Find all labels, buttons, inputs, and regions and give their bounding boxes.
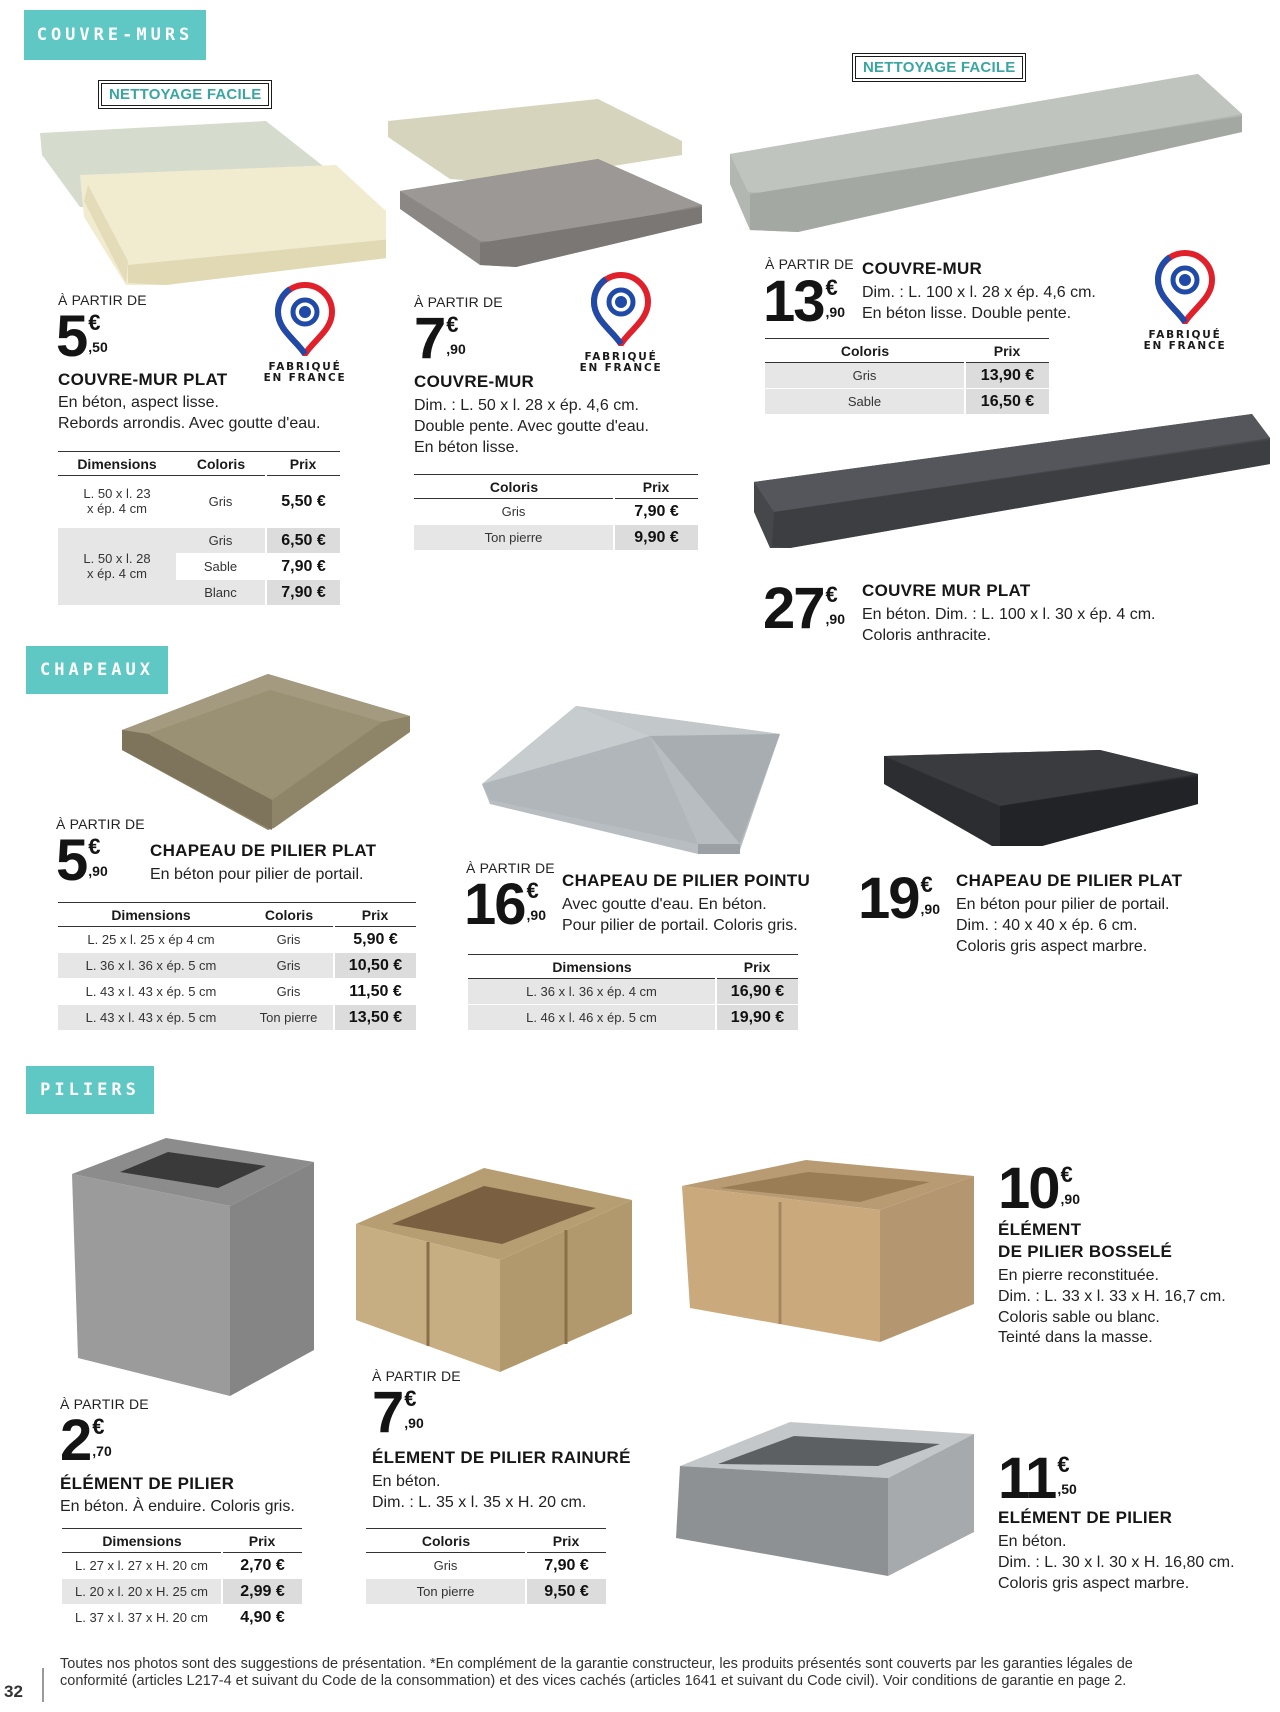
- table-row: Sable 7,90 €: [58, 554, 340, 580]
- product-description: En béton. Dim. : L. 30 x l. 30 x H. 16,80 cm. Coloris gris aspect marbre.: [998, 1533, 1235, 1592]
- currency-symbol: €: [446, 312, 459, 337]
- chapeau-pilier-pointu-image: [480, 704, 784, 854]
- product-description: Dim. : L. 50 x l. 28 x ép. 4,6 cm. Double pente. Avec goutte d'eau. En béton lisse.: [414, 397, 649, 456]
- price-element-bossele: [998, 1156, 1080, 1221]
- price-cents: ,70: [92, 1443, 112, 1459]
- table-row: L. 27 x l. 27 x H. 20 cm 2,70 €: [62, 1553, 302, 1579]
- table-row: L. 25 x l. 25 x ép 4 cm Gris 5,90 €: [58, 927, 416, 953]
- currency-symbol: €: [526, 878, 539, 903]
- fabrique-en-france-logo: FABRIQUÉ EN FRANCE: [578, 268, 664, 374]
- price-integer: 13: [763, 269, 824, 334]
- section-tag-chapeaux: CHAPEAUX: [26, 646, 168, 694]
- footer-legal-text: Toutes nos photos sont des suggestions de présentation. *En complément de la garantie constructeur, les produits présentés sont couverts par les garanties légales de conformité (articles L217-4 et suivant du Code de la consommation) et des vices cachés (articles 1641 et suivant du Code civil). Voir conditions de garantie en page 2.: [60, 1656, 1133, 1689]
- product-description: En béton pour pilier de portail.: [150, 866, 364, 883]
- a-partir-de-label: À PARTIR DE: [372, 1368, 461, 1384]
- product-description: En béton. À enduire. Coloris gris.: [60, 1498, 295, 1515]
- product-title: COUVRE-MUR PLAT: [58, 370, 228, 389]
- price-integer: 7: [372, 1380, 403, 1445]
- price-table-couvre-mur-plat: [58, 451, 340, 606]
- table-row: Gris 7,90 €: [366, 1553, 606, 1579]
- table-row: Blanc 7,90 €: [58, 580, 340, 606]
- location-pin-flag-icon: [1148, 246, 1222, 324]
- currency-symbol: €: [1057, 1452, 1070, 1477]
- couvre-mur-plat-image: [36, 115, 386, 290]
- product-description: En béton, aspect lisse. Rebords arrondis. Avec goutte d'eau.: [58, 394, 321, 432]
- table-row: L. 37 x l. 37 x H. 20 cm 4,90 €: [62, 1605, 302, 1631]
- product-title: CHAPEAU DE PILIER PLAT: [150, 841, 377, 860]
- price-element-rainure: [372, 1380, 424, 1445]
- product-description: En béton. Dim. : L. 35 x l. 35 x H. 20 cm.: [372, 1473, 587, 1511]
- price-integer: 10: [998, 1156, 1059, 1221]
- product-description: Dim. : L. 100 x l. 28 x ép. 4,6 cm. En béton lisse. Double pente.: [862, 284, 1096, 322]
- price-chapeau-plat: [56, 828, 108, 893]
- table-row: L. 50 x l. 28 x ép. 4 cm Gris 6,50 €: [58, 528, 340, 554]
- table-row: L. 36 x l. 36 x ép. 4 cm 16,90 €: [468, 979, 798, 1005]
- table-row: L. 43 x l. 43 x ép. 5 cm Ton pierre 13,50 €: [58, 1005, 416, 1031]
- price-element-pilier: [60, 1408, 112, 1473]
- price-table-chapeau-plat: [58, 902, 416, 1031]
- location-pin-flag-icon: [268, 278, 342, 356]
- couvre-mur-plat-anthracite-image: [752, 412, 1272, 552]
- nettoyage-facile-badge: NETTOYAGE FACILE: [852, 53, 1026, 82]
- table-row: L. 46 x l. 46 x ép. 5 cm 19,90 €: [468, 1005, 798, 1031]
- price-integer: 7: [414, 306, 445, 371]
- a-partir-de-label: À PARTIR DE: [58, 292, 147, 308]
- chapeau-pilier-plat-marbre-image: [882, 748, 1202, 850]
- currency-symbol: €: [920, 872, 933, 897]
- footer-divider: [42, 1668, 44, 1702]
- price-table-element-pilier: [62, 1528, 302, 1631]
- a-partir-de-label: À PARTIR DE: [60, 1396, 149, 1412]
- product-description: Avec goutte d'eau. En béton. Pour pilier de portail. Coloris gris.: [562, 896, 798, 934]
- product-title: ÉLÉMENT: [998, 1220, 1082, 1239]
- price-cents: ,50: [88, 339, 108, 355]
- table-header-row: Coloris Prix: [366, 1529, 606, 1553]
- nettoyage-facile-badge: NETTOYAGE FACILE: [98, 80, 272, 109]
- price-integer: 19: [858, 866, 919, 931]
- price-couvre-mur-long: [763, 269, 845, 334]
- product-title: CHAPEAU DE PILIER POINTU: [562, 871, 811, 890]
- product-title: COUVRE-MUR: [862, 259, 983, 278]
- currency-symbol: €: [825, 275, 838, 300]
- fabrique-en-france-logo: FABRIQUÉ EN FRANCE: [1140, 246, 1230, 352]
- table-row: L. 20 x l. 20 x H. 25 cm 2,99 €: [62, 1579, 302, 1605]
- couvre-mur-image: [386, 95, 706, 270]
- price-integer: 16: [464, 872, 525, 937]
- price-cents: ,90: [825, 304, 845, 320]
- table-row: Gris 13,90 €: [765, 363, 1049, 389]
- element-pilier-gris-image: [70, 1136, 316, 1398]
- price-cents: ,90: [526, 907, 546, 923]
- table-header-row: Dimensions Prix: [62, 1529, 302, 1553]
- price-table-couvre-mur: [414, 474, 698, 551]
- currency-symbol: €: [88, 310, 101, 335]
- currency-symbol: €: [404, 1386, 417, 1411]
- table-row: Sable 16,50 €: [765, 389, 1049, 415]
- price-integer: 27: [763, 576, 824, 641]
- product-description: En pierre reconstituée. Dim. : L. 33 x l. 33 x H. 16,7 cm. Coloris sable ou blanc. Teinté dans la masse.: [998, 1267, 1226, 1347]
- price-table-element-rainure: [366, 1528, 606, 1605]
- element-pilier-marbre-image: [672, 1420, 976, 1578]
- price-element-marbre: [998, 1446, 1077, 1511]
- price-integer: 5: [56, 828, 87, 893]
- location-pin-flag-icon: [584, 268, 658, 346]
- fabrique-en-france-logo: FABRIQUÉ EN FRANCE: [262, 278, 348, 384]
- product-title: ÉLEMENT DE PILIER RAINURÉ: [372, 1448, 631, 1467]
- chapeau-pilier-plat-image: [120, 672, 412, 832]
- product-description: En béton. Dim. : L. 100 x l. 30 x ép. 4 cm. Coloris anthracite.: [862, 606, 1156, 644]
- element-pilier-bossele-image: [680, 1158, 976, 1344]
- section-tag-piliers: PILIERS: [26, 1066, 154, 1114]
- price-couvre-mur-plat-anthracite: [763, 576, 845, 641]
- a-partir-de-label: À PARTIR DE: [765, 256, 854, 272]
- couvre-mur-long-image: [728, 70, 1248, 235]
- element-pilier-rainure-image: [352, 1164, 634, 1374]
- currency-symbol: €: [1060, 1162, 1073, 1187]
- table-header-row: Coloris Prix: [414, 475, 698, 499]
- table-row: Gris 7,90 €: [414, 499, 698, 525]
- product-title: ÉLÉMENT DE PILIER: [60, 1474, 235, 1493]
- price-integer: 5: [56, 304, 87, 369]
- table-row: Ton pierre 9,90 €: [414, 525, 698, 551]
- table-row: Ton pierre 9,50 €: [366, 1579, 606, 1605]
- currency-symbol: €: [92, 1414, 105, 1439]
- price-couvre-mur: [414, 306, 466, 371]
- table-header-row: Dimensions Coloris Prix: [58, 903, 416, 927]
- product-description: En béton pour pilier de portail. Dim. : 40 x 40 x ép. 6 cm. Coloris gris aspect marbre.: [956, 896, 1170, 955]
- price-cents: ,90: [920, 901, 940, 917]
- currency-symbol: €: [88, 834, 101, 859]
- price-cents: ,50: [1057, 1481, 1077, 1497]
- price-chapeau-plat-marbre: [858, 866, 940, 931]
- price-table-couvre-mur-long: [765, 338, 1049, 415]
- table-row: L. 50 x l. 23 x ép. 4 cm Gris 5,50 €: [58, 476, 340, 528]
- section-tag-couvre-murs: COUVRE-MURS: [24, 10, 206, 60]
- currency-symbol: €: [825, 582, 838, 607]
- product-title: DE PILIER BOSSELÉ: [998, 1242, 1173, 1261]
- page-number: 32: [4, 1682, 23, 1701]
- product-title: COUVRE-MUR: [414, 372, 535, 391]
- table-header-row: Coloris Prix: [765, 339, 1049, 363]
- table-row: L. 43 x l. 43 x ép. 5 cm Gris 11,50 €: [58, 979, 416, 1005]
- product-title: COUVRE MUR PLAT: [862, 581, 1031, 600]
- price-table-chapeau-pointu: [468, 954, 798, 1031]
- price-couvre-mur-plat: [56, 304, 108, 369]
- a-partir-de-label: À PARTIR DE: [466, 860, 555, 876]
- price-cents: ,90: [1060, 1191, 1080, 1207]
- price-integer: 2: [60, 1408, 91, 1473]
- table-header-row: Dimensions Coloris Prix: [58, 452, 340, 476]
- price-cents: ,90: [88, 863, 108, 879]
- price-cents: ,90: [446, 341, 466, 357]
- table-header-row: Dimensions Prix: [468, 955, 798, 979]
- a-partir-de-label: À PARTIR DE: [56, 816, 145, 832]
- product-title: CHAPEAU DE PILIER PLAT: [956, 871, 1183, 890]
- a-partir-de-label: À PARTIR DE: [414, 294, 503, 310]
- table-row: L. 36 x l. 36 x ép. 5 cm Gris 10,50 €: [58, 953, 416, 979]
- product-title: ELÉMENT DE PILIER: [998, 1508, 1173, 1527]
- price-chapeau-pointu: [464, 872, 546, 937]
- price-cents: ,90: [404, 1415, 424, 1431]
- price-integer: 11: [998, 1446, 1056, 1511]
- price-cents: ,90: [825, 611, 845, 627]
